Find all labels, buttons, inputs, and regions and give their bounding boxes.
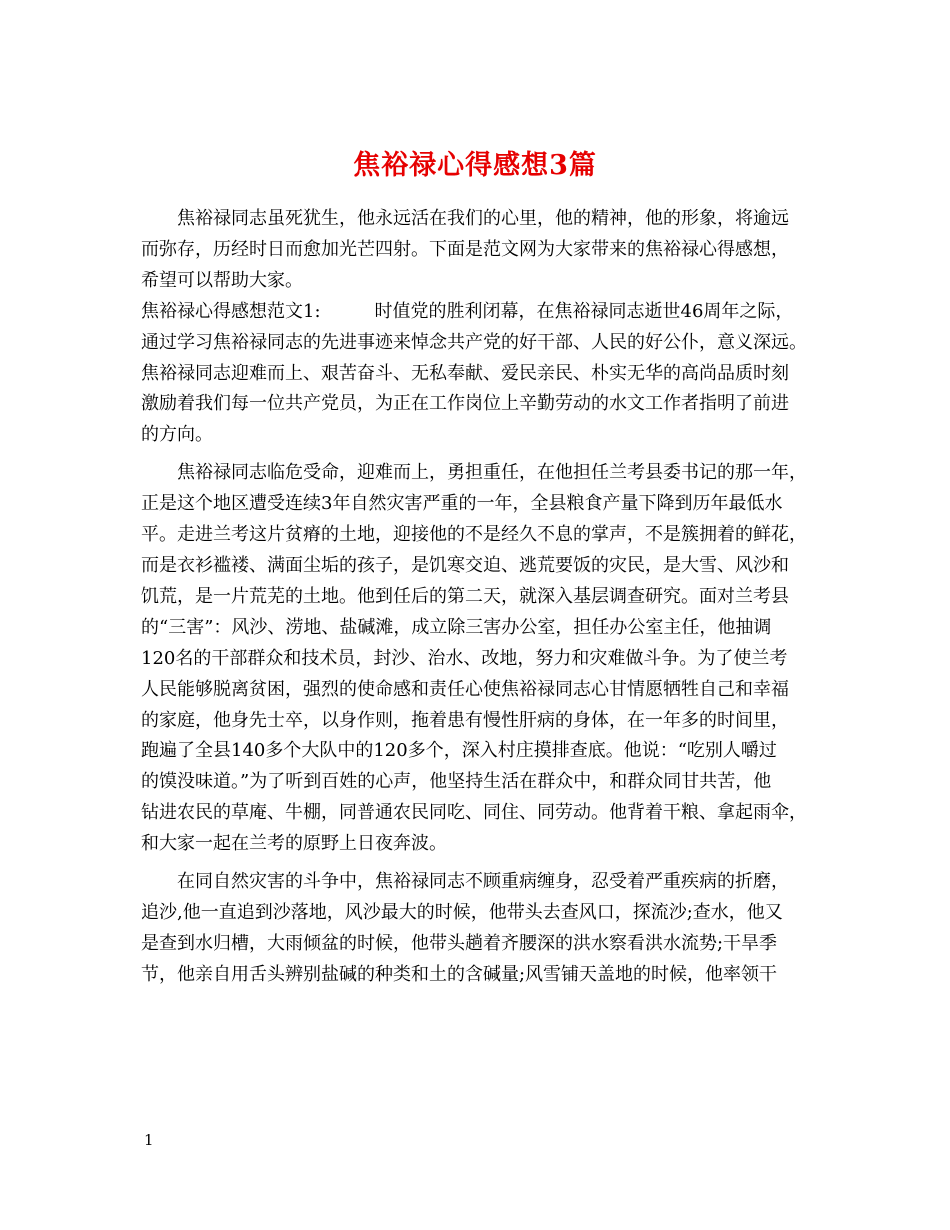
text-line: 而弥存，历经时日而愈加光芒四射。下面是范文网为大家带来的焦裕禄心得感想， bbox=[141, 238, 789, 260]
text-line: 焦裕禄同志迎难而上、艰苦奋斗、无私奉献、爱民亲民、朴实无华的高尚品质时刻 bbox=[141, 362, 789, 384]
text-line: 人民能够脱离贫困，强烈的使命感和责任心使焦裕禄同志心甘情愿牺牲自己和幸福 bbox=[141, 678, 789, 700]
document-title: 焦裕禄心得感想3篇 bbox=[353, 150, 597, 182]
text-line: 焦裕禄同志虽死犹生，他永远活在我们的心里，他的精神，他的形象，将逾远 bbox=[141, 208, 789, 229]
text-line: 和大家一起在兰考的原野上日夜奔波。 bbox=[141, 833, 447, 855]
text-line: 通过学习焦裕禄同志的先进事迹来悼念共产党的好干部、人民的好公仆，意义深远。 bbox=[141, 331, 807, 353]
text-line: 而是衣衫褴褛、满面尘垢的孩子，是饥寒交迫、逃荒要饭的灾民，是大雪、风沙和 bbox=[141, 554, 789, 576]
page-number: 1 bbox=[144, 1131, 154, 1149]
text-line: 正是这个地区遭受连续3年自然灾害严重的一年，全县粮食产量下降到历年最低水 bbox=[141, 493, 783, 515]
text-line: 焦裕禄心得感想范文1: 时值党的胜利闭幕，在焦裕禄同志逝世46周年之际， bbox=[141, 300, 794, 322]
text-line: 的馍没味道。”为了听到百姓的心声，他坚持生活在群众中，和群众同甘共苦，他 bbox=[141, 771, 772, 793]
text-line: 的“三害”：风沙、涝地、盐碱滩，成立除三害办公室，担任办公室主任，他抽调 bbox=[141, 616, 772, 638]
text-line: 追沙,他一直追到沙落地，风沙最大的时候，他带头去查风口，探流沙;查水，他又 bbox=[141, 901, 783, 923]
text-line: 钻进农民的草庵、牛棚，同普通农民同吃、同住、同劳动。他背着干粮、拿起雨伞， bbox=[141, 802, 807, 824]
text-line: 节，他亲自用舌头辨别盐碱的种类和土的含碱量;风雪铺天盖地的时候，他率领干 bbox=[141, 963, 778, 985]
text-line: 的家庭，他身先士卒，以身作则，拖着患有慢性肝病的身体，在一年多的时间里， bbox=[141, 709, 789, 731]
text-line: 平。走进兰考这片贫瘠的土地，迎接他的不是经久不息的掌声，不是簇拥着的鲜花， bbox=[141, 524, 807, 546]
text-line: 焦裕禄同志临危受命，迎难而上，勇担重任，在他担任兰考县委书记的那一年， bbox=[141, 462, 807, 484]
text-line: 跑遍了全县140多个大队中的120多个，深入村庄摸排查底。他说：“吃别人嚼过 bbox=[141, 740, 777, 762]
document-body bbox=[141, 204, 831, 991]
text-line: 希望可以帮助大家。 bbox=[141, 269, 303, 291]
text-line: 是查到水归槽，大雨倾盆的时候，他带头趟着齐腰深的洪水察看洪水流势;干旱季 bbox=[141, 932, 778, 954]
text-line: 激励着我们每一位共产党员，为正在工作岗位上辛勤劳动的水文工作者指明了前进 bbox=[141, 393, 789, 415]
text-line: 120名的干部群众和技术员，封沙、治水、改地，努力和灾难做斗争。为了使兰考 bbox=[141, 647, 788, 669]
text-line: 的方向。 bbox=[141, 424, 213, 446]
text-line: 在同自然灾害的斗争中，焦裕禄同志不顾重病缠身，忍受着严重疾病的折磨， bbox=[141, 871, 789, 893]
text-line: 饥荒，是一片荒芜的土地。他到任后的第二天，就深入基层调查研究。面对兰考县 bbox=[141, 585, 789, 607]
